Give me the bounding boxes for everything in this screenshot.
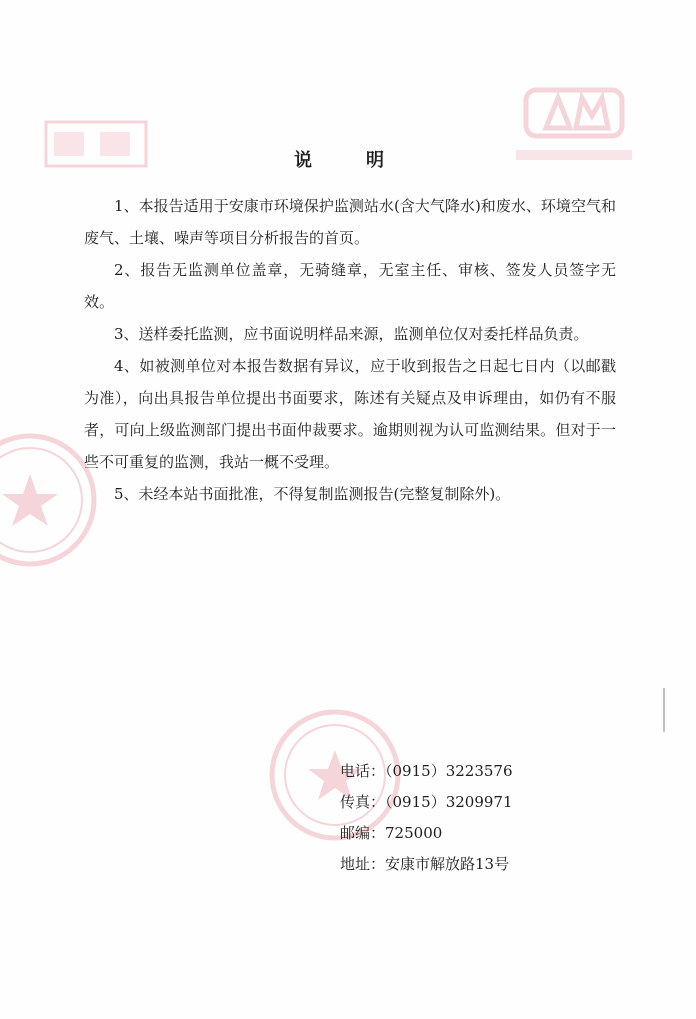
fax-row xyxy=(340,787,640,818)
phone-value: （0915）3223576 xyxy=(385,762,513,780)
address-value: 安康市解放路13号 xyxy=(385,855,510,873)
address-label: 地址： xyxy=(340,855,386,873)
phone-row xyxy=(340,756,640,787)
contact-block xyxy=(340,756,640,880)
note-paragraph-3: 3、送样委托监测，应书面说明样品来源，监测单位仅对委托样品负责。 xyxy=(114,325,589,343)
address-row xyxy=(340,849,640,880)
page-title: 说 明 xyxy=(294,150,402,171)
phone-label: 电话： xyxy=(340,762,386,780)
postcode-row xyxy=(340,818,640,849)
note-paragraph-2: 2、报告无监测单位盖章，无骑缝章，无室主任、审核、签发人员签字无效。 xyxy=(84,261,616,311)
note-paragraph-5: 5、未经本站书面批准，不得复制监测报告(完整复制除外)。 xyxy=(114,485,511,503)
note-paragraph-4: 4、如被测单位对本报告数据有异议，应于收到报告之日起七日内（以邮戳为准），向出具报告单位提出书面要求，陈述有关疑点及申诉理由，如仍有不服者，可向上级监测部门提出书面仲裁要求。逾期则视为认可监测结果。但对于一些不可重复的监测，我站一概不受理。 xyxy=(84,357,616,471)
postcode-label: 邮编： xyxy=(340,824,386,842)
note-paragraph-1: 1、本报告适用于安康市环境保护监测站水(含大气降水)和废水、环境空气和废气、土壤、噪声等项目分析报告的首页。 xyxy=(84,197,616,247)
notes-body xyxy=(84,190,616,510)
postcode-value: 725000 xyxy=(385,824,443,842)
fax-value: （0915）3209971 xyxy=(385,793,513,811)
binding-mark xyxy=(662,688,666,732)
fax-label: 传真： xyxy=(340,793,386,811)
